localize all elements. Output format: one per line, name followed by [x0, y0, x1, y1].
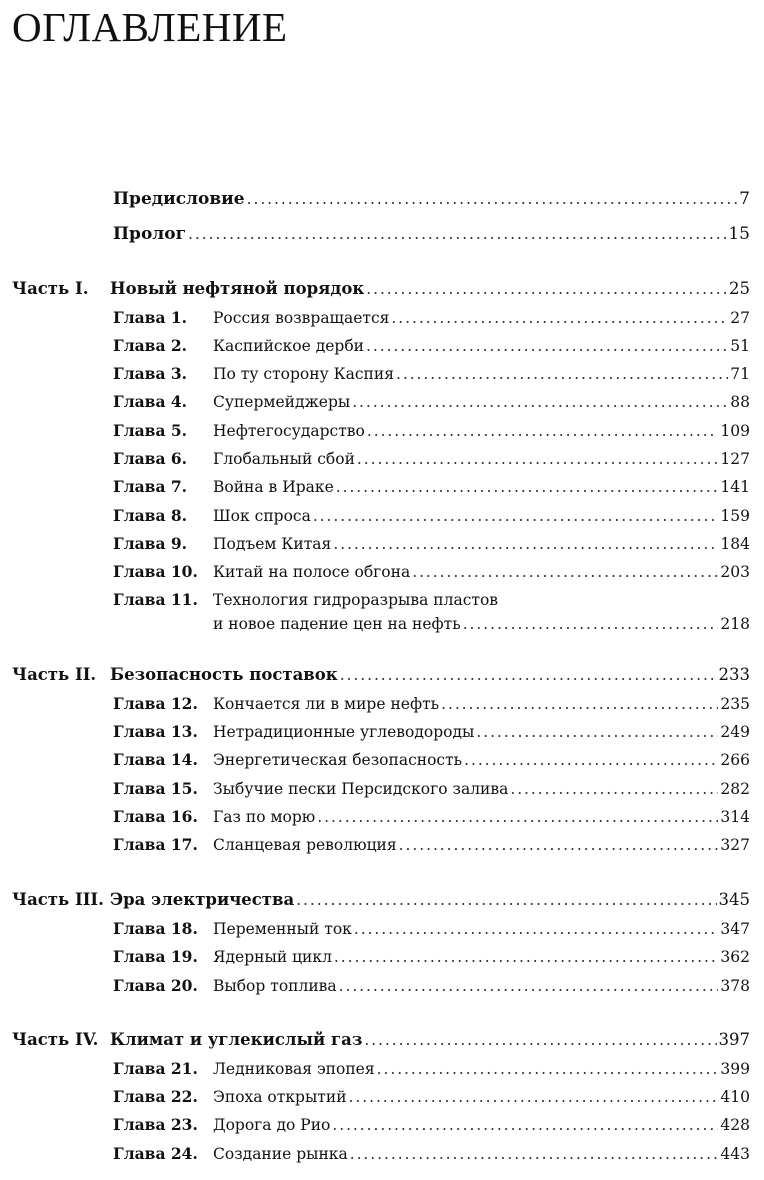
chapter-page: 27: [730, 309, 750, 327]
chapter-page: 327: [720, 836, 750, 854]
chapter-page: 410: [720, 1088, 750, 1106]
chapter-title: Нефтегосударство: [213, 422, 365, 440]
chapter-title: Дорога до Рио: [213, 1116, 331, 1134]
toc-chapter-5[interactable]: [0, 418, 750, 444]
dot-leader: [349, 1084, 719, 1110]
chapter-label: Глава 5.: [113, 421, 188, 440]
dot-leader: [464, 747, 718, 773]
chapter-page: 184: [720, 535, 750, 553]
part-title: Безопасность поставок: [110, 665, 338, 684]
dot-leader: [339, 973, 719, 999]
chapter-page: 282: [720, 780, 750, 798]
chapter-title-line-1: Технология гидроразрыва пластов: [213, 591, 499, 609]
part-title: Климат и углекислый газ: [110, 1030, 363, 1049]
dot-leader: [366, 276, 727, 302]
toc-chapter-23[interactable]: [0, 1112, 750, 1138]
chapter-page: 378: [720, 977, 750, 995]
toc-part-3[interactable]: [0, 887, 750, 913]
chapter-title: Газ по морю: [213, 808, 316, 826]
chapter-title: Нетрадиционные углеводороды: [213, 723, 475, 741]
dot-leader: [391, 305, 728, 331]
dot-leader: [334, 944, 718, 970]
chapter-page: 141: [720, 478, 750, 496]
chapter-label: Глава 22.: [113, 1087, 198, 1106]
dot-leader: [333, 531, 718, 557]
chapter-label: Глава 11.: [113, 590, 198, 609]
chapter-label: Глава 21.: [113, 1059, 198, 1078]
dot-leader: [247, 186, 738, 212]
chapter-page: 399: [720, 1060, 750, 1078]
chapter-label: Глава 20.: [113, 976, 198, 995]
toc-chapter-16[interactable]: [0, 804, 750, 830]
chapter-title: Переменный ток: [213, 920, 352, 938]
chapter-title: Шок спроса: [213, 507, 311, 525]
chapter-page: 362: [720, 948, 750, 966]
toc-chapter-13[interactable]: [0, 719, 750, 745]
toc-chapter-7[interactable]: [0, 474, 750, 500]
chapter-page: 249: [720, 723, 750, 741]
chapter-label: Глава 2.: [113, 336, 188, 355]
entry-title: Предисловие: [113, 189, 245, 209]
chapter-label: Глава 8.: [113, 506, 188, 525]
chapter-title: Сланцевая революция: [213, 836, 397, 854]
chapter-page: 347: [720, 920, 750, 938]
chapter-label: Глава 16.: [113, 807, 198, 826]
toc-chapter-3[interactable]: [0, 361, 750, 387]
chapter-page: 159: [720, 507, 750, 525]
toc-chapter-8[interactable]: [0, 503, 750, 529]
toc-chapter-18[interactable]: [0, 916, 750, 942]
toc-chapter-10[interactable]: [0, 559, 750, 585]
dot-leader: [441, 691, 718, 717]
chapter-label: Глава 3.: [113, 364, 188, 383]
toc-chapter-2[interactable]: [0, 333, 750, 359]
chapter-label: Глава 6.: [113, 449, 188, 468]
chapter-page: 266: [720, 751, 750, 769]
part-title: Эра электричества: [110, 890, 295, 909]
part-label: Часть I.: [12, 279, 89, 298]
chapter-label: Глава 19.: [113, 947, 198, 966]
chapter-page: 127: [720, 450, 750, 468]
dot-leader: [352, 389, 728, 415]
dot-leader: [296, 887, 716, 913]
chapter-title: Энергетическая безопасность: [213, 751, 463, 769]
chapter-page: 71: [730, 365, 750, 383]
chapter-label: Глава 24.: [113, 1144, 198, 1163]
chapter-label: Глава 10.: [113, 562, 198, 581]
page-title: ОГЛАВЛЕНИЕ: [12, 4, 288, 50]
chapter-title: Создание рынка: [213, 1145, 348, 1163]
chapter-page: 109: [720, 422, 750, 440]
toc-part-4[interactable]: [0, 1027, 750, 1053]
part-page: 233: [718, 665, 750, 684]
part-page: 397: [718, 1030, 750, 1049]
chapter-label: Глава 9.: [113, 534, 188, 553]
dot-leader: [336, 474, 719, 500]
dot-leader: [340, 662, 717, 688]
toc-chapter-17[interactable]: [0, 832, 750, 858]
chapter-title: Подъем Китая: [213, 535, 332, 553]
toc-chapter-15[interactable]: [0, 776, 750, 802]
chapter-label: Глава 14.: [113, 750, 198, 769]
chapter-page: 218: [720, 615, 750, 633]
toc-part-2[interactable]: [0, 662, 750, 688]
chapter-label: Глава 7.: [113, 477, 188, 496]
dot-leader: [350, 1141, 719, 1167]
chapter-title: Глобальный сбой: [213, 450, 355, 468]
chapter-title: Зыбучие пески Персидского залива: [213, 780, 509, 798]
chapter-label: Глава 1.: [113, 308, 188, 327]
part-label: Часть III.: [12, 890, 104, 909]
dot-leader: [354, 916, 719, 942]
dot-leader: [332, 1112, 718, 1138]
chapter-title: Ядерный цикл: [213, 948, 332, 966]
toc-entry-prologue[interactable]: [0, 221, 750, 247]
chapter-label: Глава 13.: [113, 722, 198, 741]
part-label: Часть IV.: [12, 1030, 99, 1049]
chapter-label: Глава 15.: [113, 779, 198, 798]
chapter-page: 51: [730, 337, 750, 355]
chapter-title: Супермейджеры: [213, 393, 351, 411]
toc-chapter-20[interactable]: [0, 973, 750, 999]
chapter-title: Россия возвращается: [213, 309, 390, 327]
chapter-title: Каспийское дерби: [213, 337, 365, 355]
part-label: Часть II.: [12, 665, 97, 684]
chapter-page: 314: [720, 808, 750, 826]
chapter-page: 203: [720, 563, 750, 581]
dot-leader: [396, 361, 728, 387]
chapter-title: Кончается ли в мире нефть: [213, 695, 440, 713]
part-title: Новый нефтяной порядок: [110, 279, 365, 298]
toc-chapter-6[interactable]: [0, 446, 750, 472]
dot-leader: [364, 1027, 716, 1053]
toc-chapter-19[interactable]: [0, 944, 750, 970]
chapter-page: 88: [730, 393, 750, 411]
dot-leader: [476, 719, 718, 745]
entry-title: Пролог: [113, 224, 187, 244]
chapter-page: 235: [720, 695, 750, 713]
dot-leader: [510, 776, 718, 802]
dot-leader: [463, 611, 719, 637]
chapter-title: Война в Ираке: [213, 478, 334, 496]
chapter-title: и новое падение цен на нефть: [213, 615, 461, 633]
toc-chapter-4[interactable]: [0, 389, 750, 415]
part-page: 345: [718, 890, 750, 909]
chapter-title: Эпоха открытий: [213, 1088, 347, 1106]
chapter-label: Глава 17.: [113, 835, 198, 854]
chapter-label: Глава 23.: [113, 1115, 198, 1134]
chapter-title: По ту сторону Каспия: [213, 365, 394, 383]
toc-chapter-22[interactable]: [0, 1084, 750, 1110]
toc-chapter-11[interactable]: [0, 587, 750, 637]
chapter-title: Ледниковая эпопея: [213, 1060, 375, 1078]
dot-leader: [367, 418, 719, 444]
entry-page: 7: [739, 189, 750, 209]
chapter-title: Выбор топлива: [213, 977, 337, 995]
toc-chapter-21[interactable]: [0, 1056, 750, 1082]
toc-chapter-9[interactable]: [0, 531, 750, 557]
toc-chapter-24[interactable]: [0, 1141, 750, 1167]
chapter-label: Глава 18.: [113, 919, 198, 938]
toc-chapter-1[interactable]: [0, 305, 750, 331]
toc-chapter-12[interactable]: [0, 691, 750, 717]
dot-leader: [377, 1056, 719, 1082]
dot-leader: [357, 446, 719, 472]
chapter-label: Глава 12.: [113, 694, 198, 713]
toc-part-1[interactable]: [0, 276, 750, 302]
toc-entry-preface[interactable]: [0, 186, 750, 212]
dot-leader: [366, 333, 728, 359]
dot-leader: [313, 503, 719, 529]
chapter-page: 428: [720, 1116, 750, 1134]
dot-leader: [317, 804, 718, 830]
toc-chapter-14[interactable]: [0, 747, 750, 773]
entry-page: 15: [728, 224, 750, 244]
chapter-title: Китай на полосе обгона: [213, 563, 411, 581]
chapter-page: 443: [720, 1145, 750, 1163]
part-page: 25: [729, 279, 750, 298]
chapter-label: Глава 4.: [113, 392, 188, 411]
dot-leader: [399, 832, 719, 858]
dot-leader: [188, 221, 726, 247]
dot-leader: [412, 559, 718, 585]
